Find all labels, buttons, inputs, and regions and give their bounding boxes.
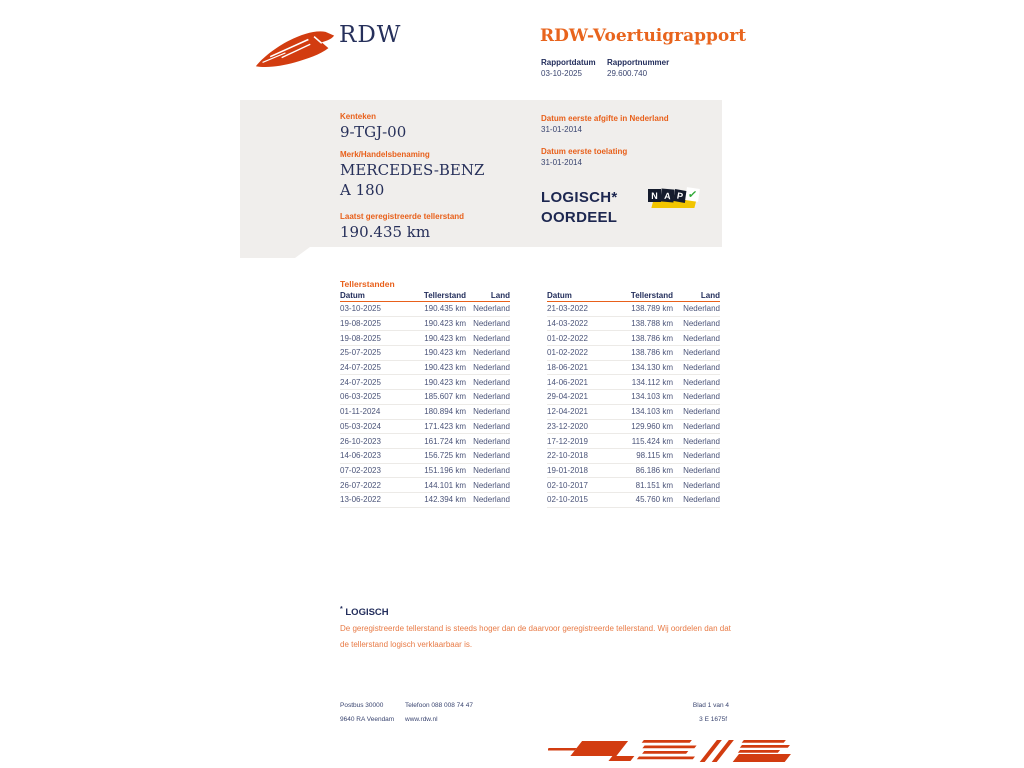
- report-date-value: 03-10-2025: [541, 69, 582, 78]
- merk-label: Merk/Handelsbenaming: [340, 150, 430, 159]
- oordeel-line2: OORDEEL: [541, 209, 618, 226]
- table-row: [547, 434, 720, 449]
- row-odometer: 144.101 km: [424, 480, 466, 490]
- row-country: Nederland: [683, 465, 720, 475]
- rdw-wing-logo-icon: [253, 27, 337, 73]
- table-body: [547, 302, 720, 508]
- row-odometer: 134.103 km: [631, 392, 673, 402]
- report-number-value: 29.600.740: [607, 69, 648, 78]
- row-date: 17-12-2019: [547, 436, 588, 446]
- row-date: 14-06-2023: [340, 451, 381, 461]
- row-odometer: 151.196 km: [424, 465, 466, 475]
- row-country: Nederland: [473, 392, 510, 402]
- table-row: [340, 302, 510, 317]
- row-date: 25-07-2025: [340, 348, 381, 358]
- row-odometer: 180.894 km: [424, 407, 466, 417]
- row-country: Nederland: [683, 407, 720, 417]
- table-row: [547, 331, 720, 346]
- table-row: [340, 478, 510, 493]
- row-odometer: 138.789 km: [631, 304, 673, 314]
- row-odometer: 138.786 km: [631, 348, 673, 358]
- row-odometer: 190.423 km: [424, 333, 466, 343]
- row-odometer: 142.394 km: [424, 495, 466, 505]
- column-header: Land: [490, 291, 510, 300]
- table-body: [340, 302, 510, 508]
- row-odometer: 190.423 km: [424, 377, 466, 387]
- row-odometer: 86.186 km: [635, 465, 673, 475]
- report-title: RDW-Voertuigrapport: [540, 26, 747, 46]
- eerste-afgifte-value: 31-01-2014: [541, 125, 582, 134]
- row-country: Nederland: [683, 436, 720, 446]
- row-date: 12-04-2021: [547, 407, 588, 417]
- row-odometer: 190.423 km: [424, 348, 466, 358]
- footer-website: www.rdw.nl: [405, 716, 438, 723]
- table-row: [340, 390, 510, 405]
- table-row: [340, 405, 510, 420]
- footnote-asterisk: *: [340, 606, 343, 613]
- row-date: 19-08-2025: [340, 319, 381, 329]
- row-country: Nederland: [683, 319, 720, 329]
- row-date: 02-10-2015: [547, 495, 588, 505]
- eerste-toelating-label: Datum eerste toelating: [541, 147, 628, 156]
- tellerstand-label: Laatst geregistreerde tellerstand: [340, 212, 465, 221]
- row-date: 01-02-2022: [547, 348, 588, 358]
- row-date: 02-10-2017: [547, 480, 588, 490]
- row-odometer: 190.423 km: [424, 319, 466, 329]
- row-date: 13-06-2022: [340, 495, 381, 505]
- footer-phone: Telefoon 088 008 74 47: [405, 702, 473, 709]
- row-date: 14-03-2022: [547, 319, 588, 329]
- row-country: Nederland: [473, 421, 510, 431]
- row-date: 24-07-2025: [340, 363, 381, 373]
- column-header: Datum: [340, 291, 365, 300]
- row-date: 18-06-2021: [547, 363, 588, 373]
- row-odometer: 156.725 km: [424, 451, 466, 461]
- row-country: Nederland: [683, 348, 720, 358]
- table-row: [340, 449, 510, 464]
- row-country: Nederland: [473, 377, 510, 387]
- row-country: Nederland: [683, 377, 720, 387]
- merk-value: MERCEDES-BENZ A 180: [340, 161, 485, 199]
- table-row: [547, 346, 720, 361]
- row-country: Nederland: [683, 421, 720, 431]
- nap-checkmark-icon: ✓: [685, 187, 700, 202]
- column-header: Tellerstand: [630, 291, 673, 300]
- speed-stripes-graphic-icon: [548, 736, 798, 768]
- column-header: Land: [700, 291, 720, 300]
- row-country: Nederland: [473, 451, 510, 461]
- odometer-table-right: [547, 290, 720, 508]
- row-country: Nederland: [473, 363, 510, 373]
- oordeel-line1: LOGISCH*: [541, 189, 618, 206]
- table-row: [547, 361, 720, 376]
- table-row: [340, 434, 510, 449]
- row-odometer: 190.435 km: [424, 304, 466, 314]
- column-header: Tellerstand: [423, 291, 466, 300]
- row-date: 01-11-2024: [340, 407, 381, 417]
- row-odometer: 98.115 km: [636, 451, 673, 461]
- kenteken-value: 9-TGJ-00: [340, 123, 407, 141]
- row-country: Nederland: [473, 348, 510, 358]
- table-row: [547, 464, 720, 479]
- row-odometer: 190.423 km: [424, 363, 466, 373]
- table-row: [340, 375, 510, 390]
- footnote-text: De geregistreerde tellerstand is steeds hoger dan de daarvoor geregistreerde tellerstand. Wij oordelen dan dat de tellerstand logisch verklaarbaar is.: [340, 624, 731, 649]
- footnote-title: [340, 606, 389, 618]
- row-date: 24-07-2025: [340, 377, 381, 387]
- eerste-toelating-value: 31-01-2014: [541, 158, 582, 167]
- row-date: 01-02-2022: [547, 333, 588, 343]
- row-odometer: 134.130 km: [631, 363, 673, 373]
- table-row: [547, 302, 720, 317]
- footer-doc-code: 3 E 1675f: [699, 716, 727, 723]
- row-date: 07-02-2023: [340, 465, 381, 475]
- nap-letter-p: P: [673, 189, 687, 203]
- table-row: [340, 493, 510, 508]
- table-row: [340, 317, 510, 332]
- table-row: [547, 449, 720, 464]
- column-header: Datum: [547, 291, 572, 300]
- row-country: Nederland: [473, 333, 510, 343]
- row-country: Nederland: [473, 480, 510, 490]
- rdw-logo-text: RDW: [339, 22, 402, 48]
- table-row: [340, 331, 510, 346]
- table-row: [340, 361, 510, 376]
- report-date-label: Rapportdatum: [541, 58, 596, 67]
- footnote-title-text: LOGISCH: [342, 607, 389, 619]
- row-date: 26-07-2022: [340, 480, 381, 490]
- row-odometer: 138.786 km: [631, 333, 673, 343]
- row-country: Nederland: [683, 363, 720, 373]
- table-row: [547, 375, 720, 390]
- nap-letter-n: N: [648, 189, 661, 202]
- table-row: [547, 478, 720, 493]
- odometer-table-left: [340, 290, 510, 508]
- row-country: Nederland: [683, 495, 720, 505]
- row-odometer: 185.607 km: [424, 392, 466, 402]
- nap-letter-a: A: [660, 188, 674, 202]
- tellerstand-value: 190.435 km: [340, 223, 431, 241]
- row-odometer: 81.151 km: [635, 480, 673, 490]
- table-row: [547, 390, 720, 405]
- row-odometer: 171.423 km: [424, 421, 466, 431]
- row-date: 19-01-2018: [547, 465, 588, 475]
- eerste-afgifte-label: Datum eerste afgifte in Nederland: [541, 114, 669, 123]
- row-country: Nederland: [473, 436, 510, 446]
- table-header-row: [547, 290, 720, 302]
- row-country: Nederland: [683, 480, 720, 490]
- row-date: 23-12-2020: [547, 421, 588, 431]
- row-odometer: 138.788 km: [631, 319, 673, 329]
- row-odometer: 115.424 km: [631, 436, 673, 446]
- oordeel-text: [541, 188, 618, 228]
- row-country: Nederland: [473, 465, 510, 475]
- row-country: Nederland: [473, 304, 510, 314]
- table-row: [340, 420, 510, 435]
- row-date: 05-03-2024: [340, 421, 381, 431]
- footer-page-number: Blad 1 van 4: [692, 702, 729, 709]
- row-odometer: 45.760 km: [635, 495, 673, 505]
- row-date: 19-08-2025: [340, 333, 381, 343]
- row-country: Nederland: [683, 333, 720, 343]
- footer-address-line2: 9640 RA Veendam: [340, 716, 395, 723]
- table-row: [547, 493, 720, 508]
- row-date: 29-04-2021: [547, 392, 588, 402]
- row-country: Nederland: [683, 451, 720, 461]
- table-row: [547, 317, 720, 332]
- row-country: Nederland: [473, 407, 510, 417]
- nap-logo: [648, 186, 698, 212]
- row-country: Nederland: [473, 495, 510, 505]
- tellerstanden-section-title: Tellerstanden: [340, 279, 395, 289]
- row-date: 26-10-2023: [340, 436, 381, 446]
- row-date: 06-03-2025: [340, 392, 381, 402]
- row-country: Nederland: [683, 392, 720, 402]
- row-date: 14-06-2021: [547, 377, 588, 387]
- row-country: Nederland: [473, 319, 510, 329]
- table-header-row: [340, 290, 510, 302]
- table-row: [340, 464, 510, 479]
- row-odometer: 161.724 km: [424, 436, 466, 446]
- row-date: 22-10-2018: [547, 451, 588, 461]
- footer-address-line1: Postbus 30000: [340, 702, 384, 709]
- table-row: [547, 405, 720, 420]
- row-country: Nederland: [683, 304, 720, 314]
- row-odometer: 129.960 km: [631, 421, 673, 431]
- kenteken-label: Kenteken: [340, 112, 377, 121]
- report-number-label: Rapportnummer: [607, 58, 670, 67]
- row-date: 03-10-2025: [340, 304, 381, 314]
- row-odometer: 134.103 km: [631, 407, 673, 417]
- row-odometer: 134.112 km: [631, 377, 673, 387]
- table-row: [340, 346, 510, 361]
- table-row: [547, 420, 720, 435]
- row-date: 21-03-2022: [547, 304, 588, 314]
